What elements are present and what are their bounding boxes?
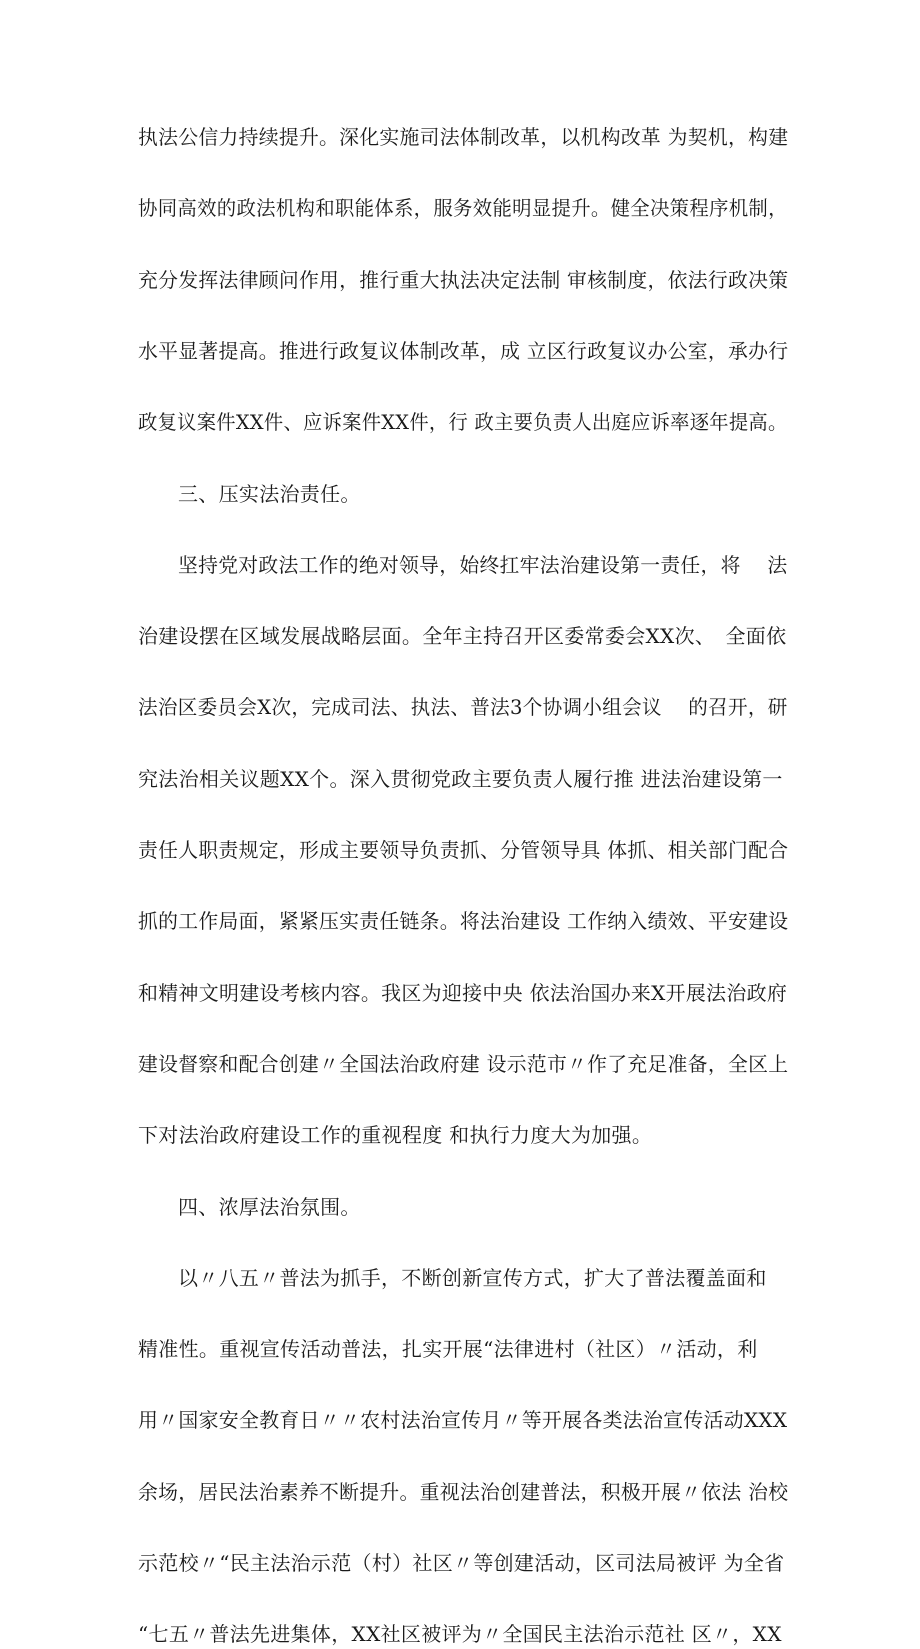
text-line: 余场，居民法治素养不断提升。重视法治创建普法，积极开展〃依法 治校 bbox=[138, 1480, 789, 1504]
text-line: 建设督察和配合创建〃全国法治政府建 设示范市〃作了充足准备，全区上 bbox=[138, 1052, 789, 1076]
text-line: 四、浓厚法治氛围。 bbox=[178, 1195, 361, 1219]
text-line: 政复议案件XX件、应诉案件XX件，行 政主要负责人出庭应诉率逐年提高。 bbox=[138, 410, 788, 434]
text-line: 精准性。重视宣传活动普法，扎实开展“法律进村（社区）〃活动，利 bbox=[138, 1337, 758, 1361]
text-line: 以〃八五〃普法为抓手，不断创新宣传方式，扩大了普法覆盖面和 bbox=[178, 1266, 767, 1290]
text-line: 下对法治政府建设工作的重视程度 和执行力度大为加强。 bbox=[138, 1123, 653, 1147]
text-line: 充分发挥法律顾问作用，推行重大执法决定法制 审核制度，依法行政决策 bbox=[138, 268, 789, 292]
text-line: 坚持党对政法工作的绝对领导，始终扛牢法治建设第一责任，将 法 bbox=[178, 553, 788, 577]
text-line: 治建设摆在区域发展战略层面。全年主持召开区委常委会XX次、 全面依 bbox=[138, 624, 787, 648]
text-line: 执法公信力持续提升。深化实施司法体制改革，以机构改革 为契机，构建 bbox=[138, 125, 789, 149]
text-line: 示范校〃“民主法治示范（村）社区〃等创建活动，区司法局被评 为全省 bbox=[138, 1551, 785, 1575]
text-line: 法治区委员会X次，完成司法、执法、普法3个协调小组会议 的召开，研 bbox=[138, 695, 788, 719]
text-line: 协同高效的政法机构和职能体系，服务效能明显提升。健全决策程序机制， bbox=[138, 196, 788, 220]
text-line: 用〃国家安全教育日〃〃农村法治宣传月〃等开展各类法治宣传活动XXX bbox=[138, 1408, 788, 1432]
text-line: “七五〃普法先进集体，XX社区被评为〃全国民主法治示范社 区〃，XX bbox=[138, 1622, 782, 1646]
text-line: 三、压实法治责任。 bbox=[178, 482, 361, 506]
text-line: 抓的工作局面，紧紧压实责任链条。将法治建设 工作纳入绩效、平安建设 bbox=[138, 909, 789, 933]
text-line: 和精神文明建设考核内容。我区为迎接中央 依法治国办来X开展法治政府 bbox=[138, 981, 788, 1005]
text-line: 究法治相关议题XX个。深入贯彻党政主要负责人履行推 进法治建设第一 bbox=[138, 767, 783, 791]
text-line: 水平显著提高。推进行政复议体制改革，成 立区行政复议办公室，承办行 bbox=[138, 339, 789, 363]
text-line: 责任人职责规定，形成主要领导负责抓、分管领导具 体抓、相关部门配合 bbox=[138, 838, 789, 862]
